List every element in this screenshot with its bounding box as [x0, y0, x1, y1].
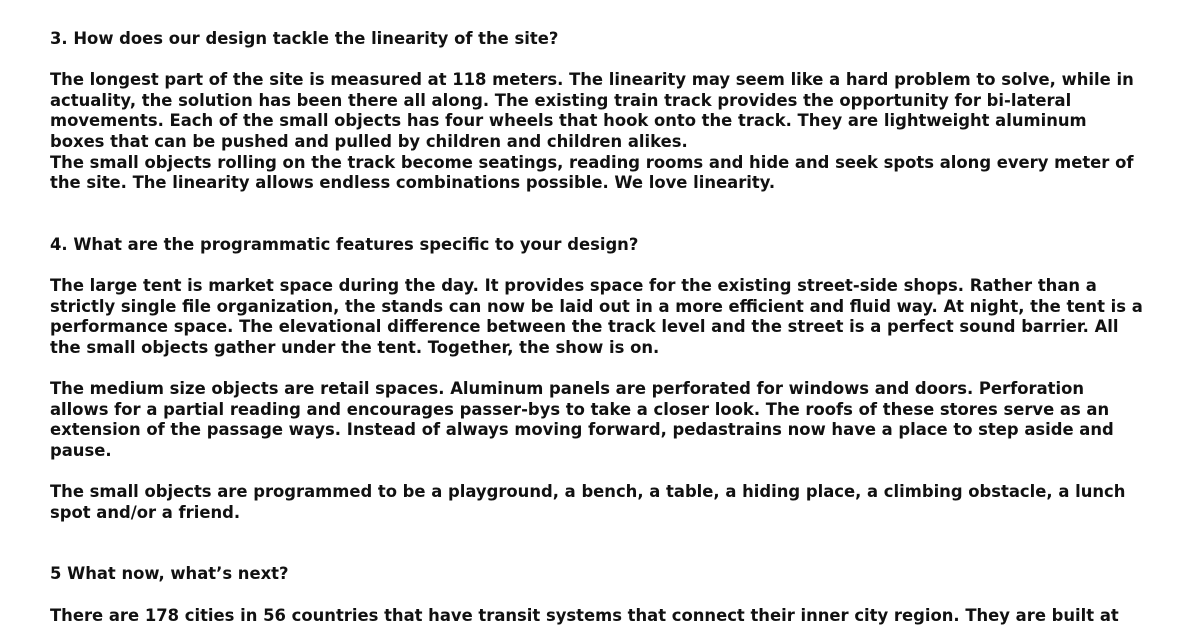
section-4 — [50, 235, 1162, 523]
text-line: allows for a partial reading and encourages passer-bys to take a closer look. The roofs of these stores serve as an — [50, 399, 1110, 419]
text-line: actuality, the solution has been there all along. The existing train track provides the opportunity for bi-lateral — [50, 90, 1072, 110]
paragraph — [50, 379, 1162, 461]
text-line: the site. The linearity allows endless combinations possible. We love linearity. — [50, 173, 776, 193]
paragraph — [50, 606, 1162, 627]
text-line: boxes that can be pushed and pulled by children and children alikes. — [50, 131, 688, 151]
paragraph — [50, 482, 1162, 523]
paragraph — [50, 276, 1162, 358]
text-line: There are 178 cities in 56 countries that have transit systems that connect their inner city region. They are built at — [50, 605, 1119, 625]
text-line: The small objects rolling on the track become seatings, reading rooms and hide and seek spots along every meter of — [50, 152, 1134, 172]
section-heading: 4. What are the programmatic features specific to your design? — [50, 234, 639, 254]
section-heading: 3. How does our design tackle the linearity of the site? — [50, 29, 559, 48]
text-line: The longest part of the site is measured at 118 meters. The linearity may seem like a hard problem to solve, while in — [50, 70, 1134, 90]
section-3 — [50, 29, 1162, 194]
text-line: the small objects gather under the tent. Together, the show is on. — [50, 337, 660, 357]
text-line: movements. Each of the small objects has four wheels that hook onto the track. They are lightweight aluminum — [50, 111, 1087, 131]
text-line: strictly single file organization, the stands can now be laid out in a more efficient and fluid way. At night, the tent is a — [50, 296, 1143, 316]
text-line: The small objects are programmed to be a playground, a bench, a table, a hiding place, a climbing obstacle, a lunch — [50, 482, 1126, 502]
text-line: spot and/or a friend. — [50, 502, 241, 522]
section-5 — [50, 564, 1162, 626]
paragraph — [50, 70, 1162, 194]
text-line: pause. — [50, 440, 112, 460]
document-body — [50, 29, 1162, 626]
text-line: performance space. The elevational difference between the track level and the street is a perfect sound barrier. All — [50, 317, 1119, 337]
section-heading: 5 What now, what’s next? — [50, 564, 289, 584]
text-line: The large tent is market space during the day. It provides space for the existing street-side shops. Rather than a — [50, 276, 1097, 296]
text-line: The medium size objects are retail spaces. Aluminum panels are perforated for windows and doors. Perforation — [50, 379, 1085, 399]
text-line: extension of the passage ways. Instead of always moving forward, pedastrains now have a place to step aside and — [50, 420, 1114, 440]
